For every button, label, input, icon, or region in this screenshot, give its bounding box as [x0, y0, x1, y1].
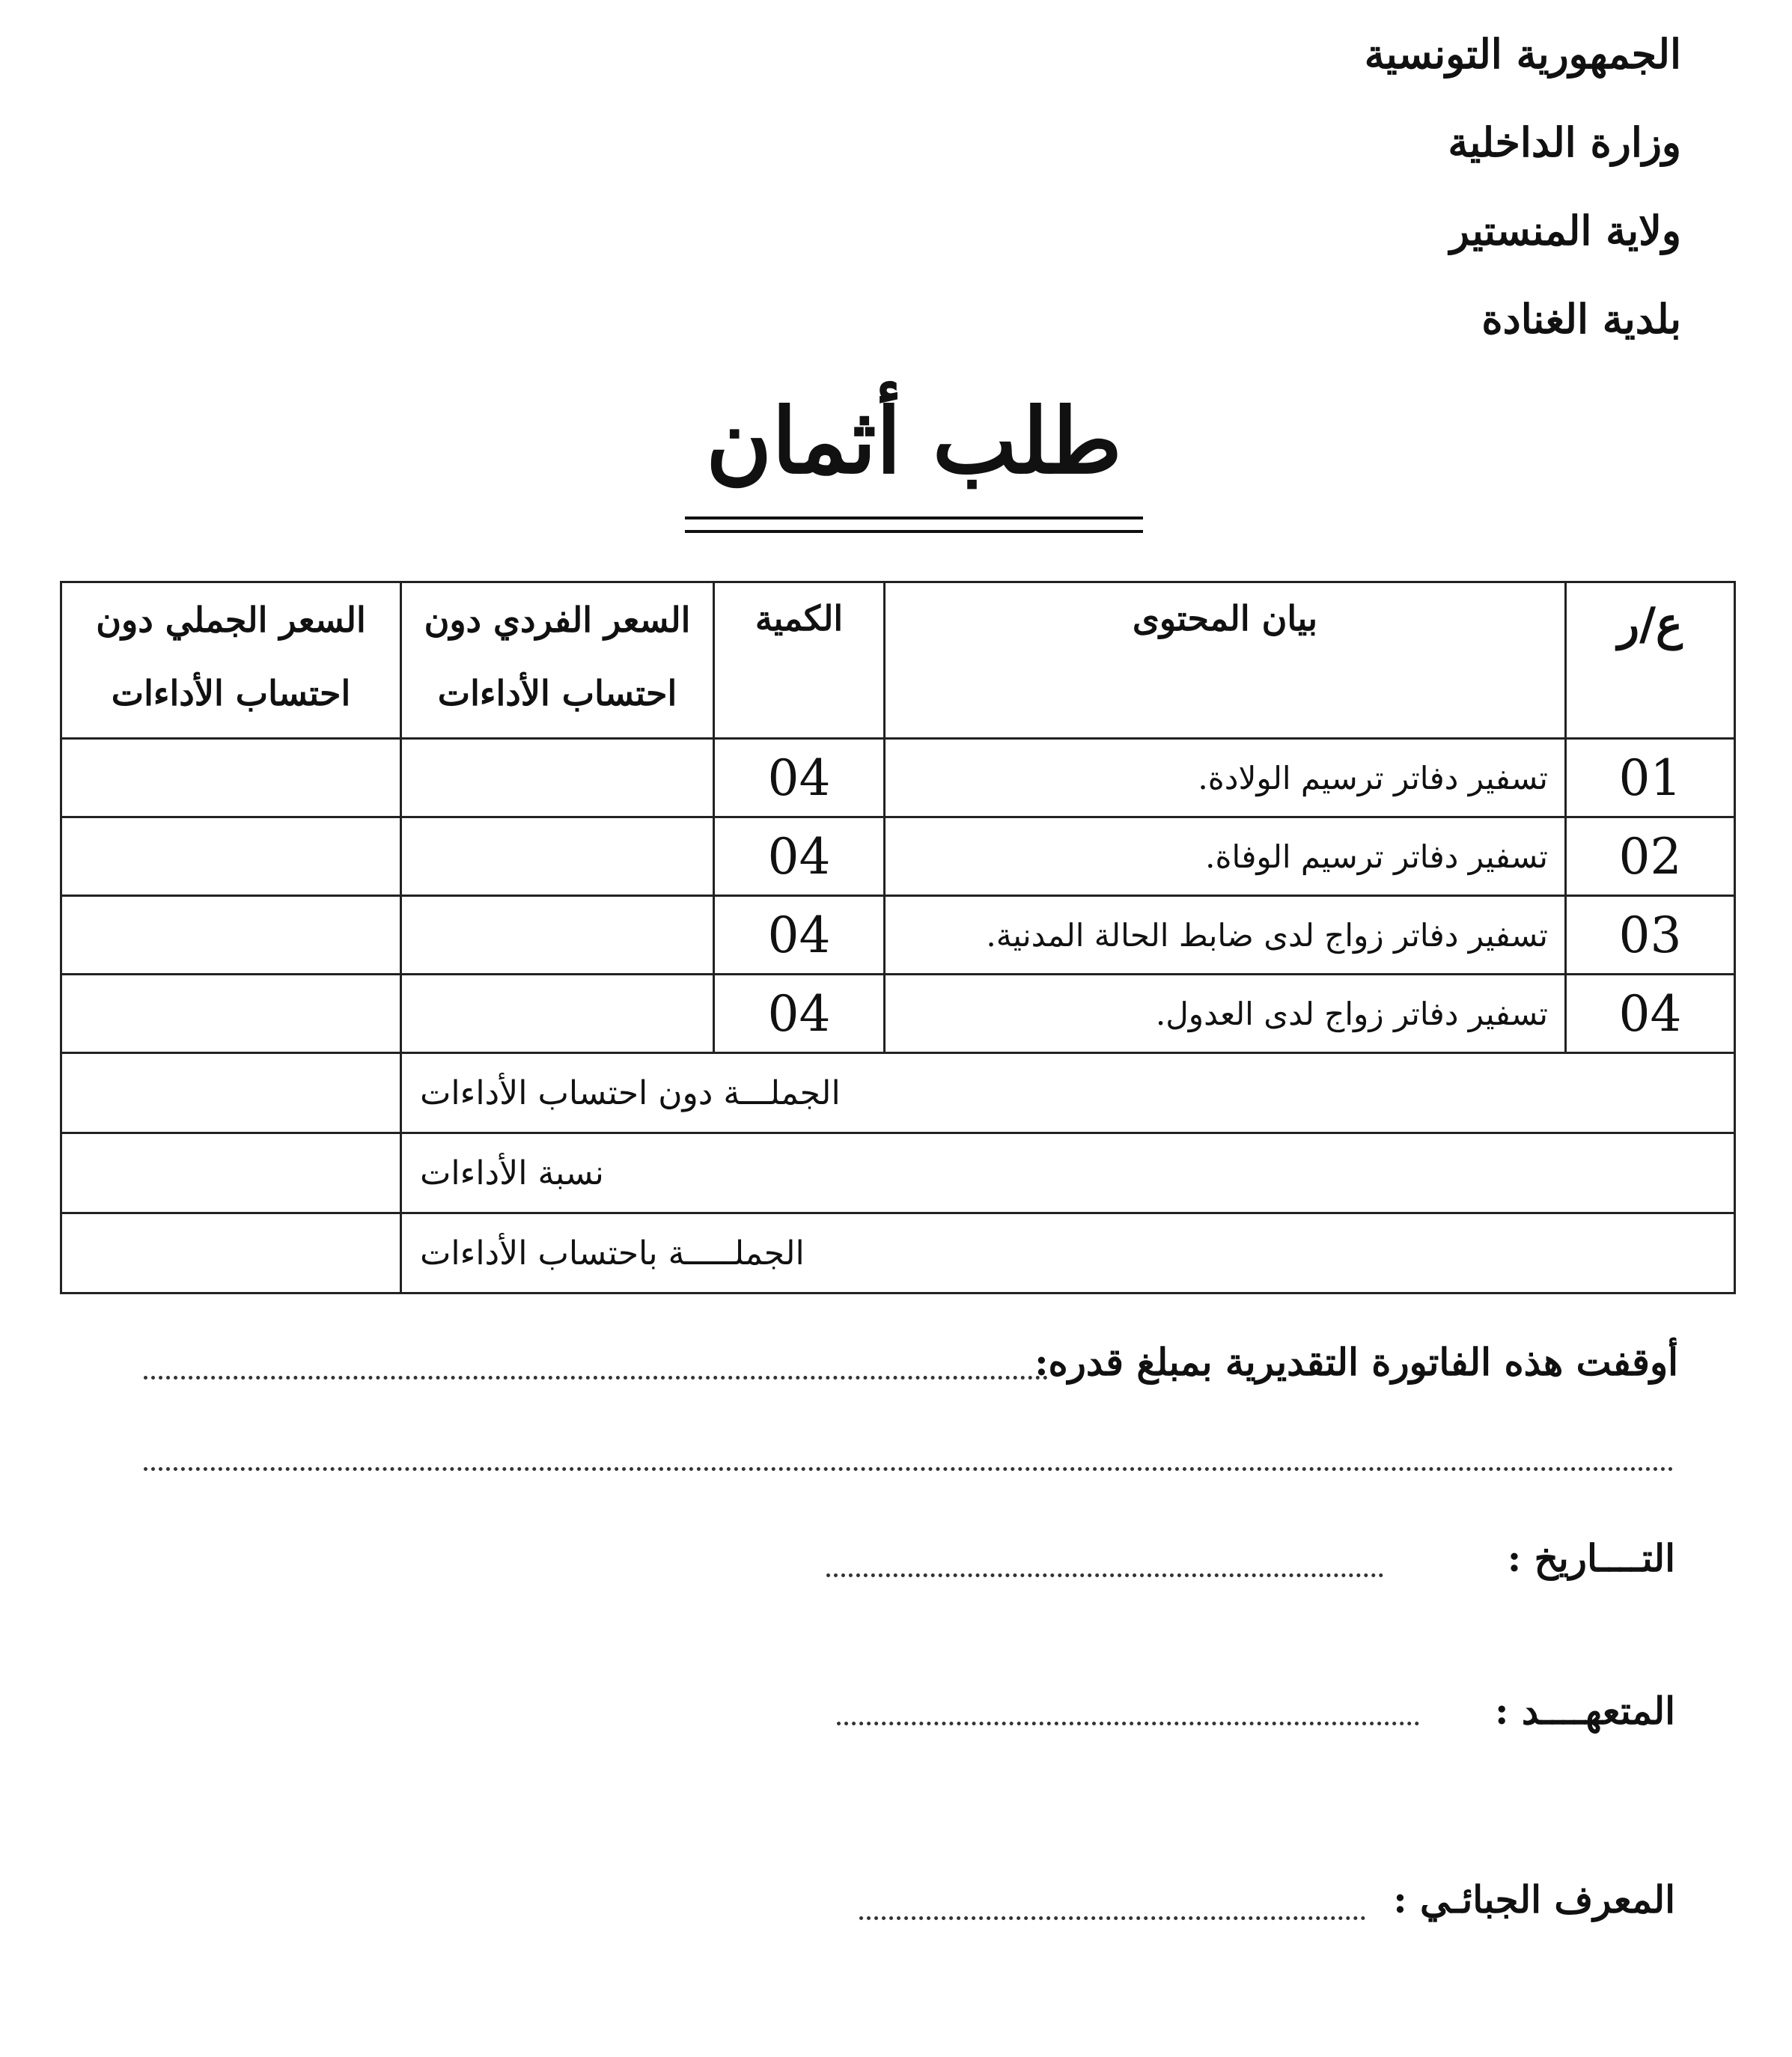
title-underline-1 [685, 516, 1143, 519]
table-row [61, 896, 1735, 975]
amount-label: أوقفت هذه الفاتورة التقديرية بمبلغ قدره: [1034, 1340, 1678, 1384]
row-num: 03 [1566, 896, 1735, 975]
header-num: ع/ر [1566, 582, 1735, 739]
amount-line-2[interactable] [144, 1467, 1674, 1471]
row-total-price[interactable] [61, 817, 401, 896]
page-title: طلب أثمان [706, 388, 1122, 494]
row-unit-price[interactable] [401, 975, 714, 1053]
row-description: تسفير دفاتر ترسيم الولادة. [885, 739, 1566, 817]
contractor-line[interactable] [837, 1722, 1419, 1725]
header-ministry: وزارة الداخلية [1448, 118, 1681, 166]
tax-rate-value[interactable] [61, 1133, 401, 1213]
total-without-tax-label: الجملـــة دون احتساب الأداءات [401, 1053, 1735, 1133]
tax-id-line[interactable] [859, 1916, 1365, 1920]
price-table [60, 581, 1736, 1294]
total-with-tax-value[interactable] [61, 1213, 401, 1293]
row-total-price[interactable] [61, 896, 401, 975]
row-unit-price[interactable] [401, 817, 714, 896]
total-without-tax-row [61, 1053, 1735, 1133]
row-description: تسفير دفاتر ترسيم الوفاة. [885, 817, 1566, 896]
amount-line-1[interactable] [144, 1376, 1048, 1380]
table-row [61, 739, 1735, 817]
date-line[interactable] [826, 1573, 1383, 1577]
title-block [685, 388, 1143, 494]
table-header-row [61, 582, 1735, 739]
row-description: تسفير دفاتر زواج لدى ضابط الحالة المدنية. [885, 896, 1566, 975]
tax-id-label: المعرف الجبائـي : [1393, 1877, 1675, 1922]
header-description: بيان المحتوى [885, 582, 1566, 739]
table-row [61, 975, 1735, 1053]
tax-rate-label: نسبة الأداءات [401, 1133, 1735, 1213]
header-governorate: ولاية المنستير [1449, 207, 1681, 255]
row-quantity: 04 [714, 975, 885, 1053]
header-quantity: الكمية [714, 582, 885, 739]
total-without-tax-value[interactable] [61, 1053, 401, 1133]
contractor-label: المتعهــــد : [1495, 1689, 1675, 1733]
title-underline-2 [685, 530, 1143, 533]
row-quantity: 04 [714, 739, 885, 817]
row-total-price[interactable] [61, 739, 401, 817]
tax-rate-row [61, 1133, 1735, 1213]
row-description: تسفير دفاتر زواج لدى العدول. [885, 975, 1566, 1053]
row-unit-price[interactable] [401, 896, 714, 975]
total-with-tax-label: الجملـــــة باحتساب الأداءات [401, 1213, 1735, 1293]
header-republic: الجمهورية التونسية [1364, 30, 1681, 78]
row-total-price[interactable] [61, 975, 401, 1053]
row-num: 01 [1566, 739, 1735, 817]
row-num: 02 [1566, 817, 1735, 896]
row-quantity: 04 [714, 896, 885, 975]
row-unit-price[interactable] [401, 739, 714, 817]
row-num: 04 [1566, 975, 1735, 1053]
header-unit-price: السعر الفردي دون احتساب الأداءات [401, 582, 714, 739]
table-row [61, 817, 1735, 896]
total-with-tax-row [61, 1213, 1735, 1293]
header-total-price: السعر الجملي دون احتساب الأداءات [61, 582, 401, 739]
header-municipality: بلدية الغنادة [1481, 295, 1681, 343]
row-quantity: 04 [714, 817, 885, 896]
date-label: التــــاريخ : [1507, 1536, 1675, 1580]
